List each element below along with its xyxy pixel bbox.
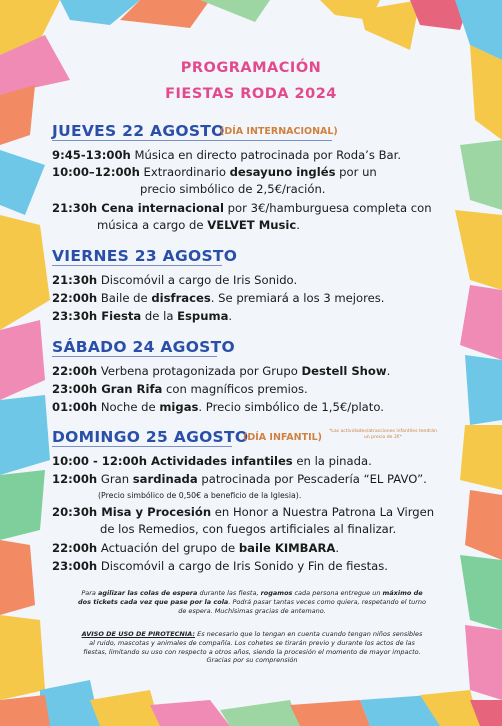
day-heading-sunday: DOMINGO 25 AGOSTO [52, 428, 249, 446]
underline-thursday [52, 140, 332, 141]
thursday-line-1: 9:45-13:00h Música en directo patrocinada por Roda’s Bar. [52, 148, 402, 162]
thursday-line-2: 10:00–12:00h Extraordinario desayuno inglés por un [52, 165, 377, 179]
underline-friday [52, 265, 222, 266]
sunday-line-7: 23:00h Discomóvil a cargo de Iris Sonido y Fin de fiestas. [52, 559, 388, 573]
thursday-line-5: música a cargo de VELVET Music. [97, 218, 300, 232]
saturday-line-3: 01:00h Noche de migas. Precio simbólico de 1,5€/plato. [52, 400, 384, 414]
sunday-line-6: 22:00h Actuación del grupo de baile KIMBARA. [52, 541, 340, 555]
sunday-line-2: 12:00h Gran sardinada patrocinada por Pescadería “EL PAVO”. [52, 472, 427, 486]
poster-title-line1: PROGRAMACIÓN [180, 60, 322, 76]
day-tag-thursday: (DÍA INTERNACIONAL) [220, 126, 338, 137]
sunday-line-4: 20:30h Misa y Procesión en Honor a Nuestra Patrona La Virgen [52, 505, 435, 519]
sunday-line-1: 10:00 - 12:00h Actividades infantiles en la pinada. [52, 454, 372, 468]
friday-line-1: 21:30h Discomóvil a cargo de Iris Sonido. [52, 273, 298, 287]
friday-line-3: 23:30h Fiesta de la Espuma. [52, 309, 233, 323]
pyrotechnics-notice: AVISO DE USO DE PIROTECNIA: Es necesario que lo tengan en cuenta cuando tengan niños sensibles al ruido, mascotas y animales de compañía. Los cohetes se tirarán previo y durante los actos de las fiestas, limitando su uso con respecto a otros años, siendo la procesión el momento de mayor impacto. Gracias por su comprensión [81, 630, 423, 665]
friday-line-2: 22:00h Baile de disfraces. Se premiará a los 3 mejores. [52, 291, 385, 305]
underline-saturday [52, 356, 217, 357]
saturday-line-2: 23:00h Gran Rifa con magníficos premios. [52, 382, 308, 396]
day-heading-thursday: JUEVES 22 AGOSTO [52, 122, 225, 140]
sunday-line-5: de los Remedios, con fuegos artificiales al finalizar. [100, 522, 397, 536]
sunday-line-3: (Precio simbólico de 0,50€ a beneficio de la Iglesia). [98, 491, 302, 500]
day-heading-saturday: SÁBADO 24 AGOSTO [52, 338, 235, 356]
poster-title-line2: FIESTAS RODA 2024 [165, 86, 337, 102]
queue-notice: Para agilizar las colas de espera durante las fiesta, rogamos cada persona entregue un máximo de dos tickets cada vez que pase por la cola. Podrá pasar tantas veces como quiera, respetando el turno de espera. Muchísimas gracias de antemano. [77, 589, 427, 615]
day-tag-sunday: (DÍA INFANTIL) [243, 432, 323, 443]
saturday-line-1: 22:00h Verbena protagonizada por Grupo Destell Show. [52, 364, 391, 378]
thursday-line-3: precio simbólico de 2,5€/ración. [140, 182, 326, 196]
underline-sunday [52, 446, 232, 447]
thursday-line-4: 21:30h Cena internacional por 3€/hamburguesa completa con [52, 201, 432, 215]
day-heading-friday: VIERNES 23 AGOSTO [52, 247, 238, 265]
sunday-price-note: *Las actividades/atracciones infantiles tendrán un precio de 2€* [328, 429, 438, 440]
